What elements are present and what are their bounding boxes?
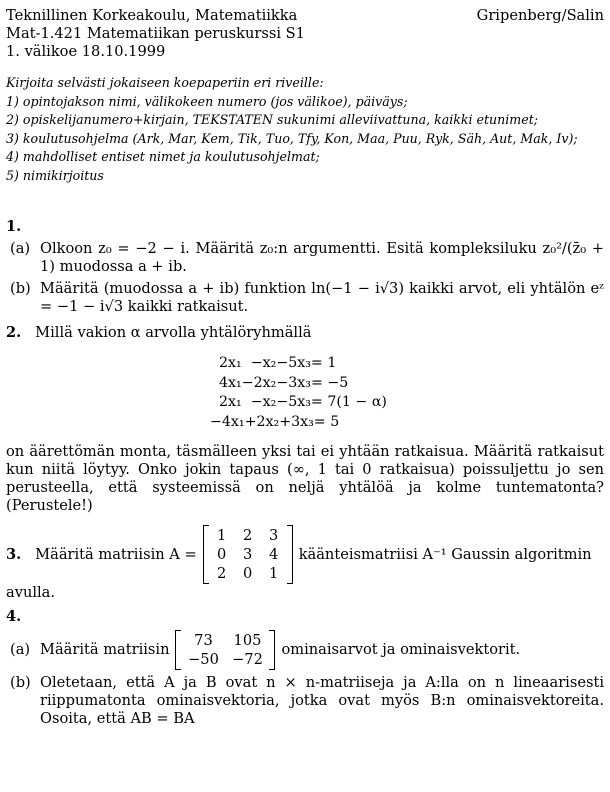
instruction-line: 2) opiskelijanumero+kirjain, TEKSTATEN sukunimi alleviivattuna, kaikki etunimet; <box>6 112 539 127</box>
equation: 2x₁ −x₂−5x₃= 7(1 − α) <box>210 394 387 410</box>
instruction-line: 1) opintojakson nimi, välikokeen numero (jos välikoe), päiväys; <box>6 93 408 109</box>
item-label: (b) <box>10 674 31 691</box>
course-name: Mat-1.421 Matematiikan peruskurssi S1 <box>6 25 305 42</box>
instruction-line: 3) koulutusohjelma (Ark, Mar, Kem, Tik, Tuo, Tfy, Kon, Maa, Puu, Ryk, Säh, Aut, Mak, Iv); <box>6 130 578 146</box>
question-number: 2. <box>6 324 22 341</box>
matrix-cell: 0 <box>243 565 253 582</box>
item-label: (b) <box>10 280 31 297</box>
matrix-cell: 1 <box>217 527 227 544</box>
header <box>6 7 604 61</box>
exam-page <box>6 7 604 728</box>
item-text: Määritä matriisin <box>40 641 170 658</box>
exam-date: 1. välikoe 18.10.1999 <box>6 43 166 60</box>
question-4a <box>6 630 604 670</box>
matrix-a <box>203 525 293 584</box>
matrix-cell: 2 <box>243 527 253 544</box>
right-bracket <box>269 630 275 670</box>
question-text: on äärettömän monta, täsmälleen yksi tai ei yhtään ratkaisua. Määritä ratkaisut kun niitä löytyy. Onko jokin tapaus (∞, 1 tai 0 ratkaisua) poissuljettu jo sen perusteella, että systeemissä on neljä yhtälöä ja kolme tuntematonta? (Perustele!) <box>6 443 604 514</box>
question-4 <box>6 608 604 728</box>
question-number: 3. <box>6 545 22 563</box>
matrix-cell: −72 <box>232 651 263 668</box>
question-text: käänteismatriisi A⁻¹ Gaussin algoritmin <box>298 545 592 563</box>
matrix-cell: 3 <box>269 527 279 544</box>
matrix-cell: 3 <box>243 546 253 563</box>
matrix-cell: 1 <box>269 565 279 582</box>
question-1a <box>6 240 604 276</box>
item-text: Määritä (muodossa a + ib) funktion ln(−1 − i√3) kaikki arvot, eli yhtälön eᶻ = −1 − i√3 kaikki ratkaisut. <box>40 280 604 315</box>
matrix-cell: 4 <box>269 546 279 563</box>
question-4b <box>6 674 604 728</box>
question-text: Millä vakion α arvolla yhtälöryhmällä <box>35 324 312 341</box>
matrix-4a <box>175 630 275 670</box>
instruction-line: Kirjoita selvästi jokaiseen koepaperiin eri riveille: <box>6 75 324 90</box>
item-text: ominaisarvot ja ominaisvektorit. <box>281 641 521 658</box>
item-label: (a) <box>10 641 31 658</box>
equation: 2x₁ −x₂−5x₃= 1 <box>210 355 337 371</box>
matrix-cell: 73 <box>194 632 213 649</box>
question-text: avulla. <box>6 584 56 601</box>
question-1b <box>6 280 604 316</box>
instructions <box>6 74 604 185</box>
question-number: 4. <box>6 608 22 625</box>
instruction-line: 4) mahdolliset entiset nimet ja koulutusohjelmat; <box>6 149 320 164</box>
instruction-line: 5) nimikirjoitus <box>6 167 104 183</box>
authors: Gripenberg/Salin <box>476 7 604 24</box>
item-label: (a) <box>10 240 31 257</box>
item-text: Olkoon z₀ = −2 − i. Määritä z₀:n argumentti. Esitä kompleksiluku z₀²/(z̄₀ + 1) muodossa a + ib. <box>40 240 604 275</box>
right-bracket <box>287 525 293 584</box>
item-text: Oletetaan, että A ja B ovat n × n-matriiseja ja A:lla on n lineaarisesti riippumatonta ominaisvektoria, jotka ovat myös B:n ominaisvektoreita. Osoita, että AB = BA <box>40 674 604 727</box>
question-2 <box>6 324 604 515</box>
equation-system <box>210 354 604 432</box>
question-1 <box>6 218 604 316</box>
question-text: Määritä matriisin A = <box>35 545 197 563</box>
question-number: 1. <box>6 218 22 235</box>
matrix-cell: −50 <box>188 651 219 668</box>
university-name: Teknillinen Korkeakoulu, Matematiikka <box>6 7 298 24</box>
question-3 <box>6 525 604 584</box>
equation: −4x₁+2x₂+3x₃= 5 <box>210 413 340 430</box>
equation: 4x₁−2x₂−3x₃= −5 <box>210 374 349 391</box>
matrix-cell: 0 <box>217 546 227 563</box>
matrix-cell: 2 <box>217 565 227 582</box>
matrix-cell: 105 <box>233 632 262 649</box>
